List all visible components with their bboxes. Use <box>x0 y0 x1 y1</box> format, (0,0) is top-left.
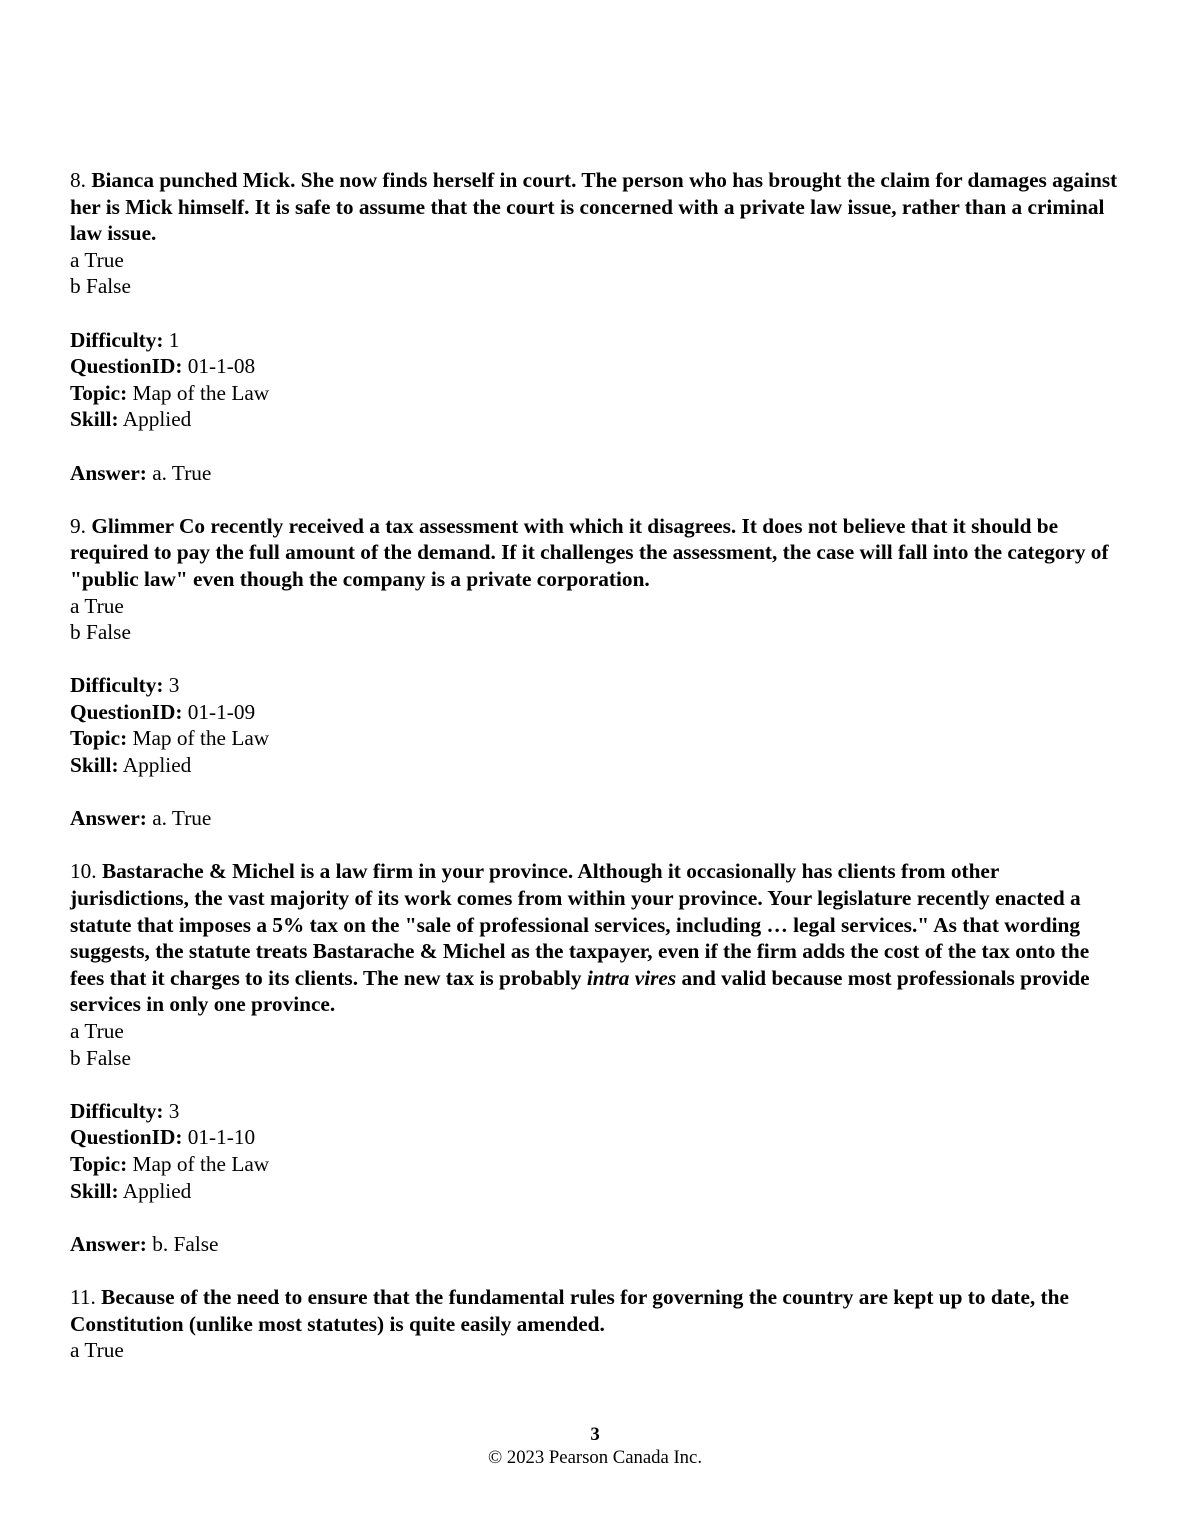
question-id-value: 01-1-10 <box>187 1125 256 1150</box>
page-number: 3 <box>590 1424 600 1445</box>
question-stem <box>70 858 1120 1018</box>
difficulty-line <box>70 327 1120 354</box>
question-stem <box>70 1284 1120 1337</box>
copyright-notice: © 2023 Pearson Canada Inc. <box>488 1446 702 1468</box>
question-id-label: QuestionID: <box>70 699 183 724</box>
question-text: Glimmer Co recently received a tax assessment with which it disagrees. It does not believe that it should be required to pay the full amount of the demand. If it challenges the assessment, the case will fall into the category of "public law" even though the company is a private corporation. <box>70 513 1109 591</box>
option-a: a True <box>70 1338 124 1363</box>
question-text-part: Bastarache & Michel is a law firm in your province. Although it occasionally has clients from other jurisdictions, the vast majority of its work comes from within your province. Your legislature recently enacted a statute that imposes a 5% tax on the "sale of professional services, including … legal services." As that wording suggests, the statute treats Bastarache & Michel as the taxpayer, even if the firm adds the cost of the tax onto the fees that it charges to its clients. The new tax is probably <box>70 859 1090 990</box>
question-text-part: and valid because most professionals provide services in only one province. <box>70 965 1090 1017</box>
answer-value: b. False <box>152 1231 219 1256</box>
question-number: 10. <box>70 859 97 884</box>
answer-line <box>70 460 1120 487</box>
question-id-value: 01-1-08 <box>187 354 256 379</box>
option-b: b False <box>70 274 131 299</box>
option-b: b False <box>70 620 131 645</box>
topic-value: Map of the Law <box>132 726 270 751</box>
page-footer <box>0 1424 1190 1469</box>
difficulty-value: 3 <box>168 1098 180 1123</box>
difficulty-label: Difficulty: <box>70 1098 164 1123</box>
skill-value: Applied <box>122 1178 192 1203</box>
question-text-italic: intra vires <box>586 965 677 990</box>
question-text <box>70 859 1090 1016</box>
skill-value: Applied <box>122 753 192 778</box>
answer-label: Answer: <box>70 460 147 485</box>
question-id-value: 01-1-09 <box>187 699 256 724</box>
question-text: Because of the need to ensure that the fundamental rules for governing the country are kept up to date, the Constitution (unlike most statutes) is quite easily amended. <box>70 1284 1069 1336</box>
skill-line <box>70 752 1120 779</box>
answer-value: a. True <box>152 460 212 485</box>
question-id-label: QuestionID: <box>70 1125 183 1150</box>
option-a: a True <box>70 1019 124 1043</box>
difficulty-value: 1 <box>168 327 180 352</box>
question-list <box>70 167 1120 1364</box>
skill-value: Applied <box>122 407 192 432</box>
topic-label: Topic: <box>70 380 128 405</box>
difficulty-label: Difficulty: <box>70 673 164 698</box>
question-text: Bianca punched Mick. She now finds herself in court. The person who has brought the claim for damages against her is Mick himself. It is safe to assume that the court is concerned with a private law issue, rather than a criminal law issue. <box>70 168 1118 246</box>
question-10 <box>70 858 1120 1284</box>
difficulty-line <box>70 1098 1120 1125</box>
skill-label: Skill: <box>70 407 119 432</box>
answer-value: a. True <box>152 806 212 831</box>
skill-line <box>70 1178 1120 1205</box>
question-number: 9. <box>70 513 86 538</box>
answer-line <box>70 805 1120 832</box>
topic-value: Map of the Law <box>132 1151 270 1176</box>
topic-line <box>70 725 1120 752</box>
difficulty-value: 3 <box>168 673 180 698</box>
question-number: 8. <box>70 168 86 192</box>
question-id-line <box>70 699 1120 726</box>
option-a: a True <box>70 593 124 618</box>
question-8 <box>70 167 1120 513</box>
topic-label: Topic: <box>70 1151 128 1176</box>
answer-line <box>70 1231 1120 1258</box>
option-a: a True <box>70 247 124 272</box>
difficulty-label: Difficulty: <box>70 327 164 352</box>
question-9 <box>70 513 1120 859</box>
question-id-line <box>70 1124 1120 1151</box>
skill-label: Skill: <box>70 753 119 778</box>
question-11 <box>70 1284 1120 1364</box>
answer-label: Answer: <box>70 1231 147 1256</box>
question-stem <box>70 167 1120 247</box>
question-number: 11. <box>70 1284 96 1309</box>
topic-line <box>70 1151 1120 1178</box>
question-id-label: QuestionID: <box>70 354 183 379</box>
question-stem <box>70 513 1120 593</box>
difficulty-line <box>70 672 1120 699</box>
topic-line <box>70 380 1120 407</box>
question-id-line <box>70 353 1120 380</box>
skill-line <box>70 406 1120 433</box>
skill-label: Skill: <box>70 1178 119 1203</box>
answer-label: Answer: <box>70 806 147 831</box>
topic-label: Topic: <box>70 726 128 751</box>
option-b: b False <box>70 1045 131 1070</box>
topic-value: Map of the Law <box>132 380 270 405</box>
